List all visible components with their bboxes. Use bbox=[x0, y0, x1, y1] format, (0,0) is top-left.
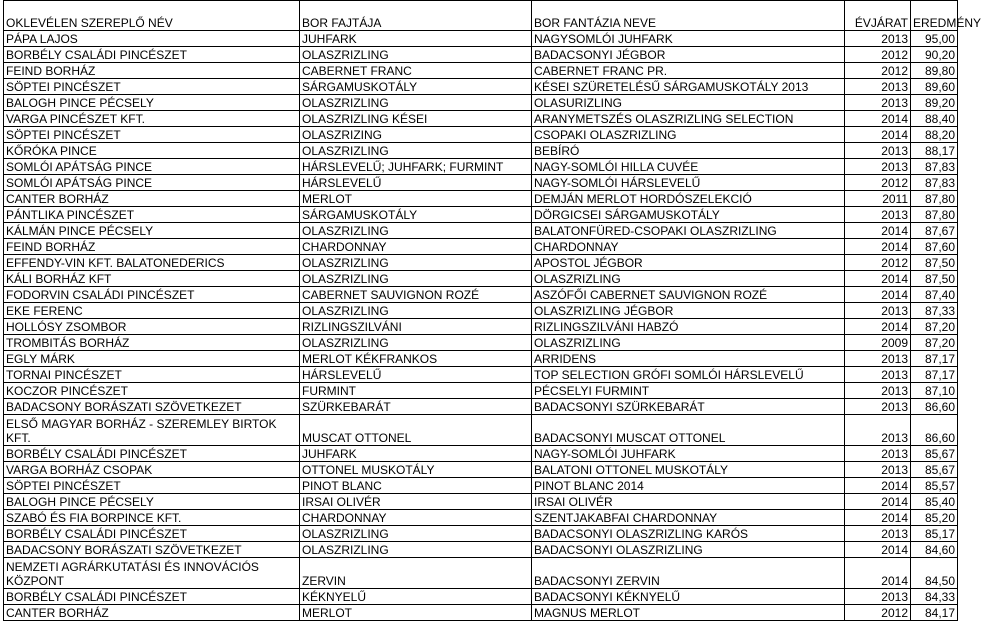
cell-result: 95,00 bbox=[911, 31, 958, 47]
cell-producer: TORNAI PINCÉSZET bbox=[4, 367, 300, 383]
cell-producer: BALOGH PINCE PÉCSELY bbox=[4, 494, 300, 510]
cell-result: 90,20 bbox=[911, 47, 958, 63]
cell-vintage: 2013 bbox=[845, 367, 911, 383]
header-producer: OKLEVÉLEN SZEREPLŐ NÉV bbox=[4, 1, 300, 31]
header-row bbox=[4, 1, 958, 31]
cell-fantasy-name: BADACSONYI OLASZRIZLING bbox=[532, 542, 845, 558]
cell-producer: EGLY MÁRK bbox=[4, 351, 300, 367]
cell-producer: SZABÓ ÉS FIA BORPINCE KFT. bbox=[4, 510, 300, 526]
cell-fantasy-name: BALATONFÜRED-CSOPAKI OLASZRIZLING bbox=[532, 223, 845, 239]
cell-result: 87,60 bbox=[911, 239, 958, 255]
cell-fantasy-name: BALATONI OTTONEL MUSKOTÁLY bbox=[532, 462, 845, 478]
cell-vintage: 2013 bbox=[845, 303, 911, 319]
table-row bbox=[4, 63, 958, 79]
cell-producer: FODORVIN CSALÁDI PINCÉSZET bbox=[4, 287, 300, 303]
cell-producer: KÁLI BORHÁZ KFT bbox=[4, 271, 300, 287]
cell-result: 88,40 bbox=[911, 111, 958, 127]
cell-vintage: 2014 bbox=[845, 111, 911, 127]
cell-vintage: 2013 bbox=[845, 589, 911, 605]
wine-results-table bbox=[3, 0, 981, 621]
cell-producer: KÁLMÁN PINCE PÉCSELY bbox=[4, 223, 300, 239]
cell-fantasy-name: SZENTJAKABFAI CHARDONNAY bbox=[532, 510, 845, 526]
cell-producer: BALOGH PINCE PÉCSELY bbox=[4, 95, 300, 111]
cell-fantasy-name: NAGY-SOMLÓI HÁRSLEVELŰ bbox=[532, 175, 845, 191]
cell-variety: JUHFARK bbox=[300, 446, 532, 462]
table-row bbox=[4, 558, 958, 589]
cell-producer: VARGA PINCÉSZET KFT. bbox=[4, 111, 300, 127]
cell-producer: NEMZETI AGRÁRKUTATÁSI ÉS INNOVÁCIÓS KÖZPONT bbox=[4, 558, 300, 589]
cell-vintage: 2013 bbox=[845, 383, 911, 399]
cell-producer: SOMLÓI APÁTSÁG PINCE bbox=[4, 175, 300, 191]
cell-result: 89,20 bbox=[911, 95, 958, 111]
cell-variety: RIZLINGSZILVÁNI bbox=[300, 319, 532, 335]
cell-result: 85,67 bbox=[911, 462, 958, 478]
cell-producer: BORBÉLY CSALÁDI PINCÉSZET bbox=[4, 526, 300, 542]
cell-result: 84,50 bbox=[911, 558, 958, 589]
cell-fantasy-name: RIZLINGSZILVÁNI HABZÓ bbox=[532, 319, 845, 335]
cell-fantasy-name: BADACSONYI KÉKNYELŰ bbox=[532, 589, 845, 605]
table-row bbox=[4, 319, 958, 335]
cell-producer: BORBÉLY CSALÁDI PINCÉSZET bbox=[4, 589, 300, 605]
cell-result: 85,40 bbox=[911, 494, 958, 510]
cell-vintage: 2014 bbox=[845, 478, 911, 494]
table-row bbox=[4, 31, 958, 47]
cell-fantasy-name: IRSAI OLIVÉR bbox=[532, 494, 845, 510]
table-row bbox=[4, 526, 958, 542]
cell-producer: PÁPA LAJOS bbox=[4, 31, 300, 47]
cell-vintage: 2013 bbox=[845, 446, 911, 462]
cell-producer: CANTER BORHÁZ bbox=[4, 605, 300, 621]
cell-variety: SÁRGAMUSKOTÁLY bbox=[300, 79, 532, 95]
cell-vintage: 2012 bbox=[845, 605, 911, 621]
cell-variety: OLASZRIZING bbox=[300, 127, 532, 143]
cell-variety: HÁRSLEVELŰ bbox=[300, 175, 532, 191]
table-row bbox=[4, 303, 958, 319]
cell-producer: EFFENDY-VIN KFT. BALATONEDERICS bbox=[4, 255, 300, 271]
table-row bbox=[4, 287, 958, 303]
cell-result: 84,33 bbox=[911, 589, 958, 605]
table-row bbox=[4, 111, 958, 127]
cell-fantasy-name: CHARDONNAY bbox=[532, 239, 845, 255]
cell-variety: ZERVIN bbox=[300, 558, 532, 589]
cell-vintage: 2014 bbox=[845, 558, 911, 589]
cell-vintage: 2013 bbox=[845, 143, 911, 159]
cell-result: 87,50 bbox=[911, 271, 958, 287]
cell-result: 86,60 bbox=[911, 399, 958, 415]
cell-fantasy-name: CSOPAKI OLASZRIZLING bbox=[532, 127, 845, 143]
cell-variety: MUSCAT OTTONEL bbox=[300, 415, 532, 446]
header-vintage: ÉVJÁRAT bbox=[845, 1, 911, 31]
table-row bbox=[4, 399, 958, 415]
table-row bbox=[4, 95, 958, 111]
table-row bbox=[4, 207, 958, 223]
cell-result: 87,80 bbox=[911, 191, 958, 207]
cell-variety: IRSAI OLIVÉR bbox=[300, 494, 532, 510]
cell-producer: PÁNTLIKA PINCÉSZET bbox=[4, 207, 300, 223]
cell-result: 85,20 bbox=[911, 510, 958, 526]
table-row bbox=[4, 494, 958, 510]
cell-variety: CABERNET SAUVIGNON ROZÉ bbox=[300, 287, 532, 303]
table-row bbox=[4, 271, 958, 287]
cell-variety: SZÜRKEBARÁT bbox=[300, 399, 532, 415]
cell-variety: OLASZRIZLING bbox=[300, 255, 532, 271]
cell-fantasy-name: BADACSONYI ZERVIN bbox=[532, 558, 845, 589]
cell-fantasy-name: OLASZRIZLING bbox=[532, 271, 845, 287]
cell-fantasy-name: PINOT BLANC 2014 bbox=[532, 478, 845, 494]
table-row bbox=[4, 478, 958, 494]
cell-producer: BORBÉLY CSALÁDI PINCÉSZET bbox=[4, 446, 300, 462]
cell-result: 88,17 bbox=[911, 143, 958, 159]
cell-producer: FEIND BORHÁZ bbox=[4, 239, 300, 255]
cell-result: 84,17 bbox=[911, 605, 958, 621]
cell-vintage: 2014 bbox=[845, 510, 911, 526]
cell-variety: PINOT BLANC bbox=[300, 478, 532, 494]
cell-variety: OLASZRIZLING bbox=[300, 223, 532, 239]
cell-variety: OLASZRIZLING bbox=[300, 143, 532, 159]
cell-fantasy-name: CABERNET FRANC PR. bbox=[532, 63, 845, 79]
table-row bbox=[4, 335, 958, 351]
cell-variety: CHARDONNAY bbox=[300, 510, 532, 526]
cell-vintage: 2014 bbox=[845, 319, 911, 335]
cell-fantasy-name: NAGYSOMLÓI JUHFARK bbox=[532, 31, 845, 47]
cell-vintage: 2014 bbox=[845, 494, 911, 510]
header-fantasy-name: BOR FANTÁZIA NEVE bbox=[532, 1, 845, 31]
cell-fantasy-name: MAGNUS MERLOT bbox=[532, 605, 845, 621]
cell-vintage: 2014 bbox=[845, 542, 911, 558]
cell-producer: TROMBITÁS BORHÁZ bbox=[4, 335, 300, 351]
table-row bbox=[4, 239, 958, 255]
cell-result: 85,17 bbox=[911, 526, 958, 542]
cell-variety: FURMINT bbox=[300, 383, 532, 399]
cell-producer: SÖPTEI PINCÉSZET bbox=[4, 79, 300, 95]
cell-producer: SOMLÓI APÁTSÁG PINCE bbox=[4, 159, 300, 175]
cell-vintage: 2012 bbox=[845, 63, 911, 79]
cell-producer: BADACSONY BORÁSZATI SZÖVETKEZET bbox=[4, 542, 300, 558]
cell-fantasy-name: ARANYMETSZÉS OLASZRIZLING SELECTION bbox=[532, 111, 845, 127]
cell-vintage: 2014 bbox=[845, 127, 911, 143]
cell-fantasy-name: BADACSONYI JÉGBOR bbox=[532, 47, 845, 63]
cell-fantasy-name: DÖRGICSEI SÁRGAMUSKOTÁLY bbox=[532, 207, 845, 223]
cell-result: 84,60 bbox=[911, 542, 958, 558]
cell-vintage: 2009 bbox=[845, 335, 911, 351]
table-row bbox=[4, 383, 958, 399]
cell-producer: EKE FERENC bbox=[4, 303, 300, 319]
cell-producer: FEIND BORHÁZ bbox=[4, 63, 300, 79]
cell-producer: CANTER BORHÁZ bbox=[4, 191, 300, 207]
cell-result: 85,57 bbox=[911, 478, 958, 494]
table-row bbox=[4, 127, 958, 143]
table-row bbox=[4, 223, 958, 239]
table-row bbox=[4, 462, 958, 478]
cell-vintage: 2013 bbox=[845, 415, 911, 446]
cell-variety: CHARDONNAY bbox=[300, 239, 532, 255]
cell-vintage: 2014 bbox=[845, 287, 911, 303]
cell-variety: OLASZRIZLING bbox=[300, 542, 532, 558]
cell-producer: ELSŐ MAGYAR BORHÁZ - SZEREMLEY BIRTOK KFT. bbox=[4, 415, 300, 446]
table-row bbox=[4, 47, 958, 63]
cell-result: 87,10 bbox=[911, 383, 958, 399]
cell-result: 85,67 bbox=[911, 446, 958, 462]
cell-fantasy-name: BADACSONYI MUSCAT OTTONEL bbox=[532, 415, 845, 446]
cell-result: 87,33 bbox=[911, 303, 958, 319]
table-row bbox=[4, 159, 958, 175]
cell-vintage: 2012 bbox=[845, 47, 911, 63]
cell-variety: SÁRGAMUSKOTÁLY bbox=[300, 207, 532, 223]
cell-result: 87,17 bbox=[911, 367, 958, 383]
cell-result: 89,80 bbox=[911, 63, 958, 79]
cell-vintage: 2012 bbox=[845, 255, 911, 271]
cell-fantasy-name: PÉCSELYI FURMINT bbox=[532, 383, 845, 399]
cell-fantasy-name: ARRIDENS bbox=[532, 351, 845, 367]
header-variety: BOR FAJTÁJA bbox=[300, 1, 532, 31]
cell-result: 87,80 bbox=[911, 207, 958, 223]
cell-vintage: 2013 bbox=[845, 462, 911, 478]
cell-fantasy-name: APOSTOL JÉGBOR bbox=[532, 255, 845, 271]
cell-producer: SÖPTEI PINCÉSZET bbox=[4, 127, 300, 143]
cell-fantasy-name: BADACSONYI OLASZRIZLING KARÓS bbox=[532, 526, 845, 542]
cell-producer: KOCZOR PINCÉSZET bbox=[4, 383, 300, 399]
cell-vintage: 2013 bbox=[845, 207, 911, 223]
cell-variety: OTTONEL MUSKOTÁLY bbox=[300, 462, 532, 478]
cell-variety: OLASZRIZLING bbox=[300, 95, 532, 111]
table-row bbox=[4, 605, 958, 621]
table-row bbox=[4, 79, 958, 95]
cell-variety: HÁRSLEVELŰ bbox=[300, 367, 532, 383]
cell-vintage: 2013 bbox=[845, 79, 911, 95]
cell-vintage: 2011 bbox=[845, 191, 911, 207]
cell-fantasy-name: DEMJÁN MERLOT HORDÓSZELEKCIÓ bbox=[532, 191, 845, 207]
cell-variety: OLASZRIZLING bbox=[300, 271, 532, 287]
cell-vintage: 2013 bbox=[845, 351, 911, 367]
table-row bbox=[4, 191, 958, 207]
cell-fantasy-name: BEBÍRÓ bbox=[532, 143, 845, 159]
cell-variety: HÁRSLEVELŰ; JUHFARK; FURMINT bbox=[300, 159, 532, 175]
cell-fantasy-name: OLASURIZLING bbox=[532, 95, 845, 111]
cell-variety: MERLOT KÉKFRANKOS bbox=[300, 351, 532, 367]
cell-variety: KÉKNYELŰ bbox=[300, 589, 532, 605]
cell-variety: OLASZRIZLING KÉSEI bbox=[300, 111, 532, 127]
cell-result: 86,60 bbox=[911, 415, 958, 446]
cell-result: 89,60 bbox=[911, 79, 958, 95]
table-row bbox=[4, 415, 958, 446]
cell-variety: CABERNET FRANC bbox=[300, 63, 532, 79]
table-row bbox=[4, 367, 958, 383]
cell-variety: MERLOT bbox=[300, 191, 532, 207]
cell-result: 87,50 bbox=[911, 255, 958, 271]
cell-producer: KŐRÓKA PINCE bbox=[4, 143, 300, 159]
table-row bbox=[4, 351, 958, 367]
header-result: EREDMÉNY bbox=[911, 1, 958, 31]
cell-fantasy-name: KÉSEI SZÜRETELÉSŰ SÁRGAMUSKOTÁLY 2013 bbox=[532, 79, 845, 95]
cell-fantasy-name: ASZÓFŐI CABERNET SAUVIGNON ROZÉ bbox=[532, 287, 845, 303]
cell-result: 87,83 bbox=[911, 175, 958, 191]
cell-producer: VARGA BORHÁZ CSOPAK bbox=[4, 462, 300, 478]
cell-variety: OLASZRIZLING bbox=[300, 303, 532, 319]
cell-result: 87,67 bbox=[911, 223, 958, 239]
cell-result: 87,20 bbox=[911, 319, 958, 335]
cell-vintage: 2014 bbox=[845, 223, 911, 239]
cell-variety: JUHFARK bbox=[300, 31, 532, 47]
results-sheet bbox=[3, 0, 981, 621]
cell-fantasy-name: NAGY-SOMLÓI JUHFARK bbox=[532, 446, 845, 462]
cell-result: 87,83 bbox=[911, 159, 958, 175]
cell-producer: BADACSONY BORÁSZATI SZÖVETKEZET bbox=[4, 399, 300, 415]
table-row bbox=[4, 446, 958, 462]
cell-fantasy-name: OLASZRIZLING bbox=[532, 335, 845, 351]
cell-result: 88,20 bbox=[911, 127, 958, 143]
cell-producer: HOLLÓSY ZSOMBOR bbox=[4, 319, 300, 335]
cell-fantasy-name: TOP SELECTION GRÓFI SOMLÓI HÁRSLEVELŰ bbox=[532, 367, 845, 383]
cell-vintage: 2013 bbox=[845, 31, 911, 47]
cell-producer: SÖPTEI PINCÉSZET bbox=[4, 478, 300, 494]
cell-result: 87,20 bbox=[911, 335, 958, 351]
cell-variety: MERLOT bbox=[300, 605, 532, 621]
cell-fantasy-name: BADACSONYI SZÜRKEBARÁT bbox=[532, 399, 845, 415]
cell-variety: OLASZRIZLING bbox=[300, 335, 532, 351]
table-row bbox=[4, 510, 958, 526]
table-row bbox=[4, 542, 958, 558]
table-row bbox=[4, 255, 958, 271]
cell-producer: BORBÉLY CSALÁDI PINCÉSZET bbox=[4, 47, 300, 63]
cell-vintage: 2012 bbox=[845, 175, 911, 191]
cell-vintage: 2013 bbox=[845, 526, 911, 542]
cell-variety: OLASZRIZLING bbox=[300, 47, 532, 63]
cell-vintage: 2013 bbox=[845, 159, 911, 175]
table-row bbox=[4, 589, 958, 605]
cell-vintage: 2014 bbox=[845, 239, 911, 255]
table-row bbox=[4, 175, 958, 191]
cell-result: 87,17 bbox=[911, 351, 958, 367]
cell-result: 87,40 bbox=[911, 287, 958, 303]
cell-fantasy-name: OLASZRIZLING JÉGBOR bbox=[532, 303, 845, 319]
cell-vintage: 2014 bbox=[845, 271, 911, 287]
cell-vintage: 2013 bbox=[845, 95, 911, 111]
cell-fantasy-name: NAGY-SOMLÓI HILLA CUVÉE bbox=[532, 159, 845, 175]
cell-variety: OLASZRIZLING bbox=[300, 526, 532, 542]
cell-vintage: 2013 bbox=[845, 399, 911, 415]
table-row bbox=[4, 143, 958, 159]
